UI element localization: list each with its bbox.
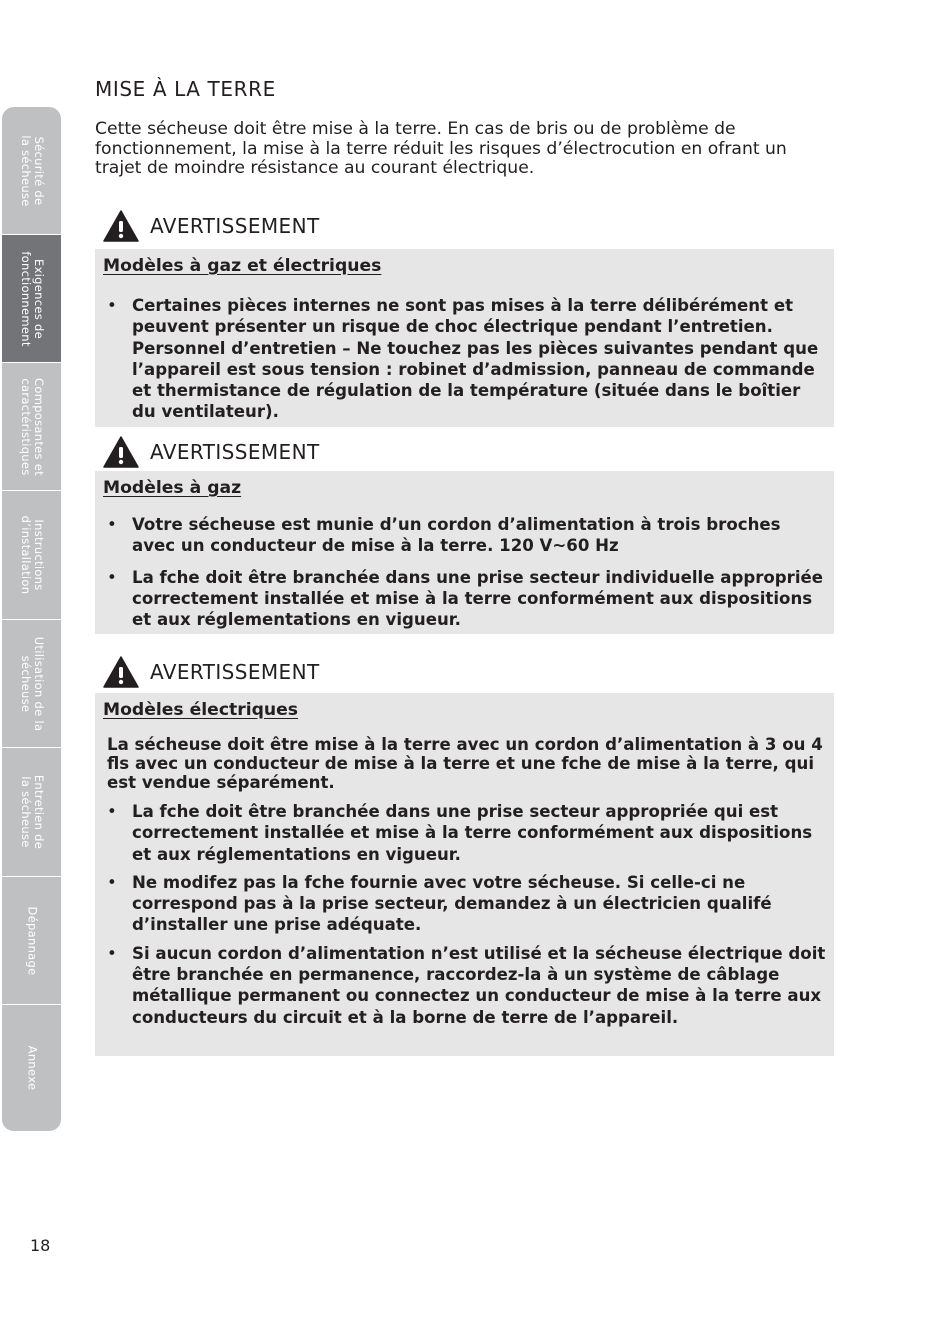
tab-label: Composantes et caractéristiques [18, 377, 46, 476]
warning-triangle-icon [103, 436, 139, 468]
warning-triangle-icon [103, 210, 139, 242]
page-number: 18 [30, 1236, 51, 1255]
bullet-list [103, 801, 826, 1028]
warning-box-gaz [95, 471, 834, 634]
warning-box-electriques [95, 693, 834, 1056]
tab-label: Utilisation de la sécheuse [18, 636, 46, 731]
tab-securite[interactable] [2, 107, 61, 235]
tab-exigences[interactable] [2, 235, 61, 363]
warning-header [103, 210, 320, 242]
list-item: • La fche doit être branchée dans une prise secteur individuelle appropriée correctement installée et mise à la terre conformément aux dispositions et aux réglementations en vigueur. [107, 567, 824, 630]
section-heading: Modèles à gaz et électriques [103, 256, 382, 276]
warning-label: AVERTISSEMENT [150, 214, 320, 238]
tab-depannage[interactable] [2, 877, 61, 1005]
warning-label: AVERTISSEMENT [150, 440, 320, 464]
list-item: • Votre sécheuse est munie d’un cordon d’alimentation à trois broches avec un conducteur de mise à la terre. 120 V~60 Hz [107, 515, 781, 556]
tab-label: Exigences de fonctionnement [18, 250, 46, 347]
warning-header [103, 656, 320, 688]
list-item: • Certaines pièces internes ne sont pas mises à la terre délibérément et peuvent présenter un risque de choc électrique pendant l’entretien. Personnel d’entretien – Ne touchez pas les pièces suivantes pendant que l’appareil est sous tension : robinet d’admission, panneau de commande et thermistance de régulation de la température (située dans le boîtier du ventilateur). [107, 296, 819, 422]
warning-box-gaz-electriques [95, 249, 834, 427]
section-heading: Modèles électriques [103, 700, 299, 720]
tab-annexe[interactable] [2, 1005, 61, 1132]
warning-triangle-icon [103, 656, 139, 688]
bullet-list [103, 295, 826, 423]
warning-label: AVERTISSEMENT [150, 660, 320, 684]
list-item: • Ne modifez pas la fche fournie avec votre sécheuse. Si celle-ci ne correspond pas à la prise secteur, demandez à un électricien qualifé d’installer une prise adéquate. [107, 872, 772, 935]
tab-label: Sécurité de la sécheuse [18, 134, 46, 207]
bullet-list [103, 514, 826, 630]
tab-utilisation[interactable] [2, 620, 61, 748]
page-title: MISE À LA TERRE [95, 77, 276, 101]
tab-label: Entretien de la sécheuse [18, 774, 46, 850]
tab-label: Annexe [25, 1045, 39, 1091]
intro-text: Cette sécheuse doit être mise à la terre. En cas de bris ou de problème de fonctionnement, la mise à la terre réduit les risques d’électrocution en ofrant un trajet de moindre résistance au courant électrique. [95, 119, 787, 178]
section-heading: Modèles à gaz [103, 478, 242, 498]
list-item: • Si aucun cordon d’alimentation n’est utilisé et la sécheuse électrique doit être branchée en permanence, raccordez-la à un système de câblage métallique permanent ou connectez un conducteur de mise à la terre aux conducteurs du circuit et à la borne de terre de l’appareil. [107, 943, 826, 1027]
tab-label: Dépannage [25, 906, 39, 975]
tab-entretien[interactable] [2, 748, 61, 877]
tab-composantes[interactable] [2, 363, 61, 491]
list-item: • La fche doit être branchée dans une prise secteur appropriée qui est correctement installée et mise à la terre conformément aux dispositions et aux réglementations en vigueur. [107, 802, 813, 864]
warning-header [103, 436, 320, 468]
section-paragraph: La sécheuse doit être mise à la terre avec un cordon d’alimentation à 3 ou 4 fls avec un conducteur de mise à la terre et une fche de mise à la terre, qui est vendue séparément. [107, 735, 823, 792]
tab-installation[interactable] [2, 491, 61, 620]
tab-label: Instructions d’installation [18, 515, 46, 595]
